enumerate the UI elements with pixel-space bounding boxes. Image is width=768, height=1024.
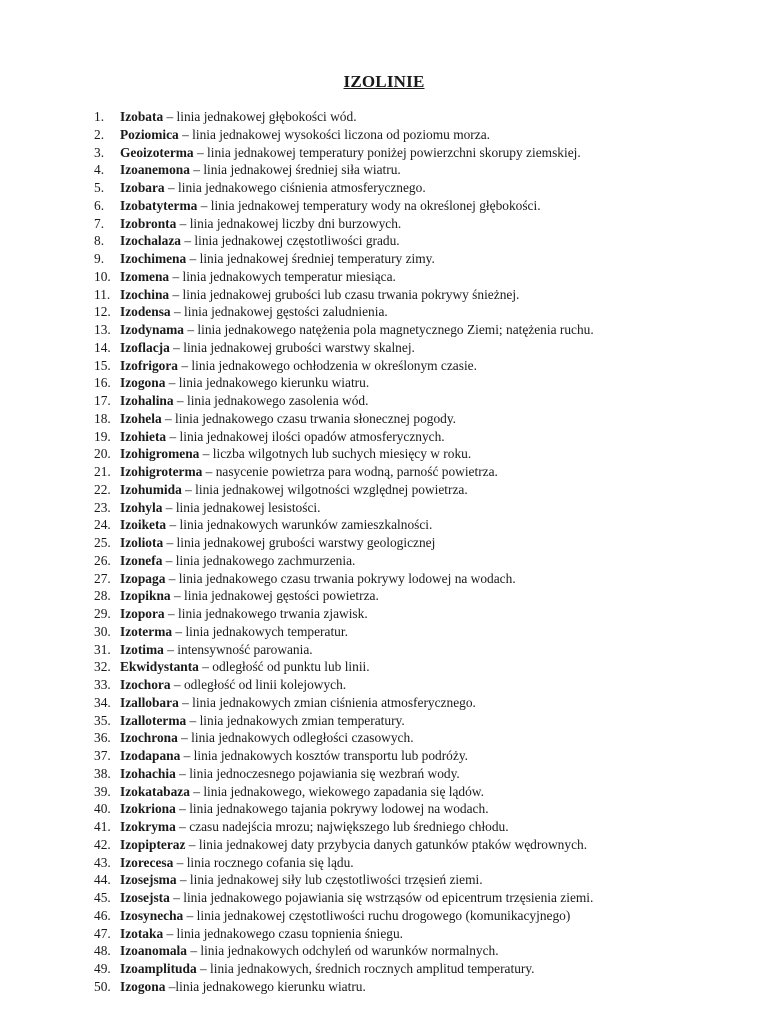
item-definition: – linia jednakowych zmian ciśnienia atmosferycznego.: [178, 694, 476, 710]
item-term: Izotaka: [120, 925, 164, 941]
item-number: 19.: [94, 428, 111, 444]
item-entry: [120, 499, 320, 517]
item-entry: [120, 925, 403, 943]
item-definition: – nasycenie powietrza para wodną, parność powietrza.: [202, 464, 498, 479]
item-number: 24.: [94, 517, 111, 533]
item-number: 12.: [94, 304, 111, 320]
item-term: Izohieta: [120, 428, 167, 444]
item-definition: – linia jednakowej średniej siła wiatru.: [189, 162, 401, 178]
item-entry: [120, 179, 426, 197]
item-term: Poziomica: [120, 126, 179, 142]
item-definition: – linia jednakowej temperatury poniżej powierzchni skorupy ziemskiej.: [193, 144, 581, 160]
item-term: Izosejsta: [120, 890, 170, 905]
item-definition: – linia jednakowej średniej temperatury zimy.: [186, 251, 435, 266]
list-item: [0, 232, 768, 250]
item-entry: [120, 676, 346, 694]
item-definition: – linia jednakowej wilgotności względnej powietrza.: [181, 481, 468, 497]
list-item: [0, 463, 768, 481]
item-definition: – linia jednakowego trwania zjawisk.: [164, 606, 368, 621]
item-term: Izokatabaza: [120, 783, 190, 799]
list-item: [0, 179, 768, 197]
item-term: Izallobara: [120, 694, 179, 710]
list-item: [0, 374, 768, 392]
item-definition: – linia jednakowej liczby dni burzowych.: [176, 215, 402, 231]
item-term: Izoliota: [120, 535, 164, 550]
item-number: 3.: [94, 144, 105, 160]
item-number: 30.: [94, 623, 111, 639]
item-number: 18.: [94, 410, 111, 426]
item-term: Izobronta: [120, 215, 177, 231]
item-definition: – linia jednakowej ilości opadów atmosferycznych.: [166, 428, 445, 444]
item-entry: [120, 765, 460, 783]
item-entry: [120, 587, 379, 605]
item-entry: [120, 712, 405, 730]
item-number: 38.: [94, 765, 111, 781]
list-item: [0, 303, 768, 321]
item-term: Izohigroterma: [120, 464, 203, 479]
list-item: [0, 126, 768, 144]
item-term: Izofrigora: [120, 357, 179, 373]
list-item: [0, 658, 768, 676]
item-number: 39.: [94, 783, 111, 799]
item-number: 49.: [94, 961, 111, 976]
list-item: [0, 623, 768, 641]
item-number: 11.: [94, 286, 111, 302]
item-definition: – linia jednakowego ciśnienia atmosferycznego.: [164, 180, 426, 195]
list-item: [0, 268, 768, 286]
item-term: Izobata: [120, 109, 164, 124]
item-entry: [120, 126, 490, 144]
item-term: Izobatyterma: [120, 197, 198, 213]
item-definition: – linia jednakowych temperatur.: [172, 623, 348, 639]
list-item: [0, 889, 768, 907]
item-definition: – linia jednakowej lesistości.: [162, 499, 321, 515]
list-item: [0, 534, 768, 552]
list-item: [0, 942, 768, 960]
item-number: 42.: [94, 836, 111, 852]
item-number: 20.: [94, 446, 111, 462]
list-item: [0, 215, 768, 233]
item-number: 50.: [94, 978, 111, 994]
item-term: Izoflacja: [120, 339, 170, 355]
item-term: Izohalina: [120, 393, 174, 408]
item-entry: [120, 978, 366, 996]
item-number: 31.: [94, 641, 111, 657]
item-term: Izohyla: [120, 499, 163, 515]
item-term: Izorecesa: [120, 854, 174, 870]
item-number: 13.: [94, 322, 111, 337]
item-number: 21.: [94, 464, 111, 479]
item-number: 22.: [94, 481, 111, 497]
list-item: [0, 516, 768, 534]
item-entry: [120, 108, 357, 126]
item-definition: – linia jednakowej gęstości powietrza.: [170, 588, 379, 604]
list-item: [0, 250, 768, 268]
item-definition: – intensywność parowania.: [163, 641, 313, 657]
item-entry: [120, 516, 432, 534]
list-item: [0, 410, 768, 428]
item-definition: – linia jednakowego pojawiania się wstrząsów od epicentrum trzęsienia ziemi.: [169, 890, 594, 905]
list-item: [0, 854, 768, 872]
list-item: [0, 587, 768, 605]
list-item: [0, 481, 768, 499]
item-number: 33.: [94, 677, 111, 692]
list-item: [0, 729, 768, 747]
item-definition: – linia jednakowej częstotliwości ruchu drogowego (komunikacyjnego): [183, 907, 571, 923]
item-entry: [120, 836, 587, 854]
item-number: 43.: [94, 854, 111, 870]
list-item: [0, 907, 768, 925]
item-number: 8.: [94, 233, 105, 249]
item-number: 47.: [94, 925, 111, 941]
list-item: [0, 800, 768, 818]
item-entry: [120, 197, 541, 215]
item-entry: [120, 871, 483, 889]
item-number: 1.: [94, 109, 105, 124]
list-item: [0, 960, 768, 978]
item-number: 25.: [94, 535, 111, 550]
item-term: Izoanomala: [120, 943, 187, 959]
item-term: Izochora: [120, 677, 171, 692]
item-term: Izosejsma: [120, 872, 177, 888]
item-term: Izohachia: [120, 765, 176, 781]
item-number: 29.: [94, 606, 111, 621]
list-item: [0, 641, 768, 659]
item-term: Izohigromena: [120, 446, 200, 462]
item-term: Izoamplituda: [120, 961, 197, 976]
list-item: [0, 818, 768, 836]
item-definition: – liczba wilgotnych lub suchych miesięcy w roku.: [199, 446, 472, 462]
list-item: [0, 747, 768, 765]
item-entry: [120, 144, 581, 162]
item-definition: – linia jednakowej temperatury wody na określonej głębokości.: [197, 197, 541, 213]
list-item: [0, 286, 768, 304]
item-term: Ekwidystanta: [120, 659, 199, 675]
item-term: Izoiketa: [120, 517, 167, 533]
item-definition: – linia jednakowego kierunku wiatru.: [165, 375, 370, 391]
item-term: Izalloterma: [120, 712, 187, 728]
list-item: [0, 357, 768, 375]
item-definition: – linia jednakowej siły lub częstotliwości trzęsień ziemi.: [176, 872, 483, 888]
item-definition: – linia jednakowego, wiekowego zapadania się lądów.: [189, 783, 484, 799]
item-definition: – linia jednakowych zmian temperatury.: [186, 712, 405, 728]
item-number: 44.: [94, 872, 111, 888]
item-definition: – linia jednakowych temperatur miesiąca.: [169, 268, 396, 284]
item-definition: – linia jednakowego ochłodzenia w określonym czasie.: [178, 357, 477, 373]
item-definition: – linia jednakowej głębokości wód.: [163, 109, 357, 124]
list-item: [0, 925, 768, 943]
item-number: 17.: [94, 393, 111, 408]
item-number: 37.: [94, 748, 111, 763]
item-term: Geoizoterma: [120, 144, 194, 160]
list-item: [0, 321, 768, 339]
list-item: [0, 570, 768, 588]
list-item: [0, 197, 768, 215]
list-item: [0, 552, 768, 570]
item-entry: [120, 658, 370, 676]
item-term: Izokryma: [120, 819, 176, 834]
item-term: Izohela: [120, 410, 162, 426]
item-term: Izogona: [120, 978, 166, 994]
item-definition: – linia jednoczesnego pojawiania się wezbrań wody.: [175, 765, 460, 781]
item-entry: [120, 605, 368, 623]
item-term: Izoanemona: [120, 162, 190, 178]
list-item: [0, 161, 768, 179]
list-item: [0, 783, 768, 801]
item-number: 26.: [94, 552, 111, 568]
item-entry: [120, 889, 593, 907]
item-definition: – linia jednakowej wysokości liczona od poziomu morza.: [178, 126, 491, 142]
page-title: IZOLINIE: [343, 72, 425, 91]
item-entry: [120, 942, 499, 960]
item-entry: [120, 534, 435, 552]
item-term: Izochimena: [120, 251, 187, 266]
item-entry: [120, 392, 368, 410]
item-number: 45.: [94, 890, 111, 905]
item-definition: – linia jednakowego czasu topnienia śniegu.: [163, 925, 404, 941]
item-number: 4.: [94, 162, 105, 178]
item-number: 9.: [94, 251, 105, 266]
list-item: [0, 978, 768, 996]
item-number: 10.: [94, 268, 111, 284]
item-entry: [120, 729, 414, 747]
item-definition: – linia jednakowych, średnich rocznych amplitud temperatury.: [196, 961, 535, 976]
item-number: 7.: [94, 215, 105, 231]
list-item: [0, 428, 768, 446]
item-entry: [120, 481, 468, 499]
item-entry: [120, 232, 400, 250]
item-number: 28.: [94, 588, 111, 604]
item-term: Izodensa: [120, 304, 171, 320]
item-number: 40.: [94, 801, 111, 817]
list-item: [0, 712, 768, 730]
item-entry: [120, 286, 519, 304]
item-definition: – linia jednakowej grubości warstwy geologicznej: [163, 535, 436, 550]
item-term: Izogona: [120, 375, 166, 391]
item-term: Izosynecha: [120, 907, 184, 923]
item-entry: [120, 321, 594, 339]
list-item: [0, 392, 768, 410]
item-entry: [120, 374, 369, 392]
list-item: [0, 694, 768, 712]
item-number: 48.: [94, 943, 111, 959]
item-term: Izopora: [120, 606, 165, 621]
item-definition: – odległość od punktu lub linii.: [198, 659, 370, 675]
item-term: Izochalaza: [120, 233, 181, 249]
item-definition: – linia jednakowej grubości warstwy skalnej.: [169, 339, 415, 355]
item-entry: [120, 552, 355, 570]
item-definition: – czasu nadejścia mrozu; największego lub średniego chłodu.: [175, 819, 509, 834]
item-entry: [120, 854, 354, 872]
item-entry: [120, 747, 468, 765]
item-number: 46.: [94, 907, 111, 923]
item-definition: – odległość od linii kolejowych.: [170, 677, 347, 692]
item-definition: – linia jednakowego czasu trwania pokrywy lodowej na wodach.: [165, 570, 516, 586]
item-number: 23.: [94, 499, 111, 515]
list-item: [0, 108, 768, 126]
item-definition: – linia jednakowych odchyleń od warunków normalnych.: [186, 943, 499, 959]
list-item: [0, 499, 768, 517]
item-number: 2.: [94, 126, 105, 142]
item-entry: [120, 268, 396, 286]
item-entry: [120, 960, 535, 978]
item-entry: [120, 339, 415, 357]
item-definition: – linia jednakowej gęstości zaludnienia.: [170, 304, 388, 320]
item-number: 16.: [94, 375, 111, 391]
item-number: 41.: [94, 819, 111, 834]
item-term: Izopipteraz: [120, 836, 186, 852]
item-term: Izomena: [120, 268, 170, 284]
item-term: Izochina: [120, 286, 170, 302]
item-number: 6.: [94, 197, 105, 213]
list-item: [0, 445, 768, 463]
item-definition: – linia jednakowego tajania pokrywy lodowej na wodach.: [175, 801, 489, 817]
list-item: [0, 836, 768, 854]
item-term: Izonefa: [120, 552, 163, 568]
item-entry: [120, 410, 456, 428]
item-number: 35.: [94, 712, 111, 728]
item-definition: – linia jednakowej częstotliwości gradu.: [181, 233, 400, 249]
item-entry: [120, 445, 471, 463]
item-definition: – linia jednakowych kosztów transportu lub podróży.: [180, 748, 468, 763]
item-entry: [120, 463, 498, 481]
item-definition: – linia jednakowego czasu trwania słonecznej pogody.: [161, 410, 457, 426]
item-entry: [120, 357, 477, 375]
item-entry: [120, 800, 489, 818]
item-number: 34.: [94, 694, 111, 710]
item-term: Izohumida: [120, 481, 182, 497]
item-number: 27.: [94, 570, 111, 586]
item-number: 14.: [94, 339, 111, 355]
item-entry: [120, 161, 401, 179]
item-term: Izobara: [120, 180, 165, 195]
item-term: Izoterma: [120, 623, 173, 639]
item-term: Izodapana: [120, 748, 181, 763]
item-definition: – linia jednakowej grubości lub czasu trwania pokrywy śnieżnej.: [169, 286, 520, 302]
item-number: 5.: [94, 180, 105, 195]
item-definition: – linia jednakowej daty przybycia danych gatunków ptaków wędrownych.: [185, 836, 588, 852]
item-entry: [120, 623, 348, 641]
izolinie-list: [0, 108, 768, 996]
item-entry: [120, 250, 435, 268]
item-term: Izodynama: [120, 322, 184, 337]
list-item: [0, 765, 768, 783]
item-number: 15.: [94, 357, 111, 373]
item-definition: – linia jednakowych warunków zamieszkalności.: [166, 517, 433, 533]
item-entry: [120, 570, 516, 588]
item-entry: [120, 303, 388, 321]
item-number: 36.: [94, 730, 111, 746]
item-entry: [120, 783, 484, 801]
item-entry: [120, 694, 476, 712]
item-definition: – linia jednakowego zasolenia wód.: [173, 393, 369, 408]
item-definition: – linia jednakowego natężenia pola magnetycznego Ziemi; natężenia ruchu.: [184, 322, 594, 337]
list-item: [0, 339, 768, 357]
item-definition: – linia jednakowych odległości czasowych.: [177, 730, 414, 746]
item-term: Izochrona: [120, 730, 178, 746]
list-item: [0, 144, 768, 162]
item-number: 32.: [94, 659, 111, 675]
item-term: Izopaga: [120, 570, 166, 586]
item-entry: [120, 907, 570, 925]
item-entry: [120, 641, 313, 659]
item-definition: – linia rocznego cofania się lądu.: [173, 854, 354, 870]
item-entry: [120, 818, 509, 836]
item-term: Izotima: [120, 641, 164, 657]
list-item: [0, 676, 768, 694]
item-entry: [120, 428, 445, 446]
item-definition: –linia jednakowego kierunku wiatru.: [165, 978, 366, 994]
item-entry: [120, 215, 401, 233]
list-item: [0, 605, 768, 623]
item-definition: – linia jednakowego zachmurzenia.: [162, 552, 356, 568]
item-term: Izopikna: [120, 588, 171, 604]
list-item: [0, 871, 768, 889]
item-term: Izokriona: [120, 801, 176, 817]
